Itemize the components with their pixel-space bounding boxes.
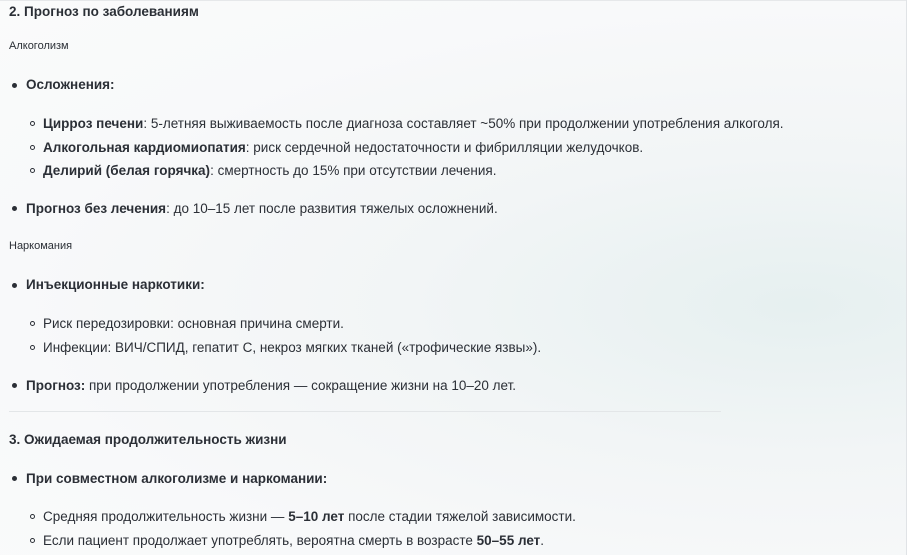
section-2-title: 2. Прогноз по заболеваниям <box>9 4 199 19</box>
item-term: Цирроз печени <box>43 116 144 131</box>
bullet-icon <box>12 383 17 388</box>
injection-label: Инъекционные наркотики: <box>26 277 205 292</box>
item-term: Алкогольная кардиомиопатия <box>43 140 246 155</box>
bullet-icon <box>12 283 17 288</box>
list-item-death-age <box>43 533 544 548</box>
prognosis-text: : до 10–15 лет после развития тяжелых осложнений. <box>166 201 498 216</box>
item-text: после стадии тяжелой зависимости. <box>344 509 576 524</box>
bullet-icon <box>12 476 17 481</box>
list-item-cirrhosis <box>43 116 784 131</box>
alcohol-subtitle: Алкоголизм <box>9 40 69 52</box>
circle-bullet-icon <box>30 321 35 326</box>
circle-bullet-icon <box>30 514 35 519</box>
drugs-prognosis <box>26 378 516 393</box>
prognosis-term: Прогноз без лечения <box>26 201 167 216</box>
section-divider <box>9 411 721 412</box>
item-text: Средняя продолжительность жизни — <box>43 509 289 524</box>
complications-label: Осложнения: <box>26 77 115 92</box>
item-text: : риск сердечной недостаточности и фибрилляции желудочков. <box>245 140 644 155</box>
circle-bullet-icon <box>30 345 35 350</box>
drugs-subtitle: Наркомания <box>9 240 73 252</box>
item-emphasis: 5–10 лет <box>288 509 345 524</box>
list-item-life-expectancy <box>43 509 576 524</box>
list-item-overdose: Риск передозировки: основная причина смерти. <box>43 316 344 331</box>
list-item-delirium <box>43 163 496 178</box>
circle-bullet-icon <box>30 121 35 126</box>
item-text: : смертность до 15% при отсутствии лечения. <box>210 163 497 178</box>
bullet-icon <box>12 83 17 88</box>
top-border <box>0 0 907 1</box>
circle-bullet-icon <box>30 145 35 150</box>
circle-bullet-icon <box>30 538 35 543</box>
item-text: : 5-летняя выживаемость после диагноза составляет ~50% при продолжении употребления алкоголя. <box>143 116 784 131</box>
item-text: . <box>540 533 545 548</box>
item-emphasis: 50–55 лет <box>476 533 541 548</box>
combined-label: При совместном алкоголизме и наркомании: <box>26 471 328 486</box>
list-item-cardiomyopathy <box>43 140 643 155</box>
item-term: Делирий (белая горячка) <box>43 163 211 178</box>
section-3-title: 3. Ожидаемая продолжительность жизни <box>9 432 287 447</box>
alcohol-prognosis <box>26 201 498 216</box>
prognosis-text: при продолжении употребления — сокращение жизни на 10–20 лет. <box>85 378 517 393</box>
bullet-icon <box>12 206 17 211</box>
item-text: Если пациент продолжает употреблять, вероятна смерть в возрасте <box>43 533 477 548</box>
list-item-infections: Инфекции: ВИЧ/СПИД, гепатит С, некроз мягких тканей («трофические язвы»). <box>43 340 542 355</box>
prognosis-term: Прогноз: <box>26 378 86 393</box>
circle-bullet-icon <box>30 168 35 173</box>
